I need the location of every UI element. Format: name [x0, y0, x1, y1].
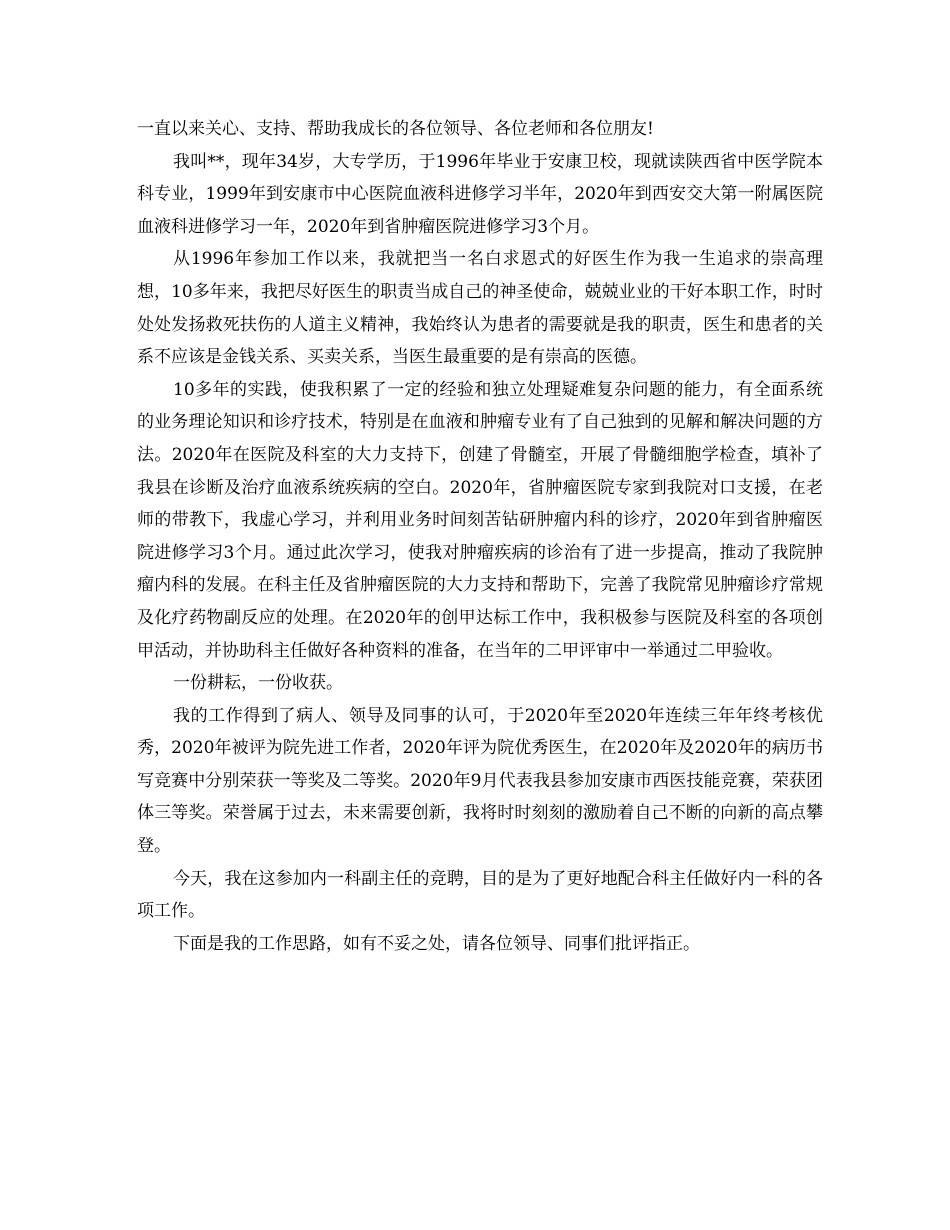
paragraph-closing: 下面是我的工作思路，如有不妥之处，请各位领导、同事们批评指正。: [173, 933, 700, 954]
paragraph-experience: 10多年的实践，使我积累了一定的经验和独立处理疑难复杂问题的能力，有全面系统的业务理论知识和诊疗技术，特别是在血液和肿瘤专业有了自己独到的见解和解决问题的方法。2020年在医院及科室的大力支持下，创建了骨髓室，开展了骨髓细胞学检查，填补了我县在诊断及治疗血液系统疾病的空白。2020年，省肿瘤医院专家到我院对口支援，在老师的带教下，我虚心学习，并利用业务时间刻苦钻研肿瘤内科的诊疗，2020年到省肿瘤医院进修学习3个月。通过此次学习，使我对肿瘤疾病的诊治有了进一步提高，推动了我院肿瘤内科的发展。在科主任及省肿瘤医院的大力支持和帮助下，完善了我院常见肿瘤诊疗常规及化疗药物副反应的处理。在2020年的创甲达标工作中，我积极参与医院及科室的各项创甲活动，并协助科主任做好各种资料的准备，在当年的二甲评审中一举通过二甲验收。: [137, 379, 823, 661]
paragraph-career-ideals: 从1996年参加工作以来，我就把当一名白求恩式的好医生作为我一生追求的崇高理想，10多年来，我把尽好医生的职责当成自己的神圣使命，兢兢业业的干好本职工作，时时处处发扬救死扶伤的人道主义精神，我始终认为患者的需要就是我的职责，医生和患者的关系不应该是金钱关系、买卖关系，当医生最重要的是有崇高的医德。: [137, 249, 823, 368]
document-body: [137, 113, 823, 960]
paragraph-introduction: 我叫**，现年34岁，大专学历，于1996年毕业于安康卫校，现就读陕西省中医学院本科专业，1999年到安康市中心医院血液科进修学习半年，2020年到西安交大第一附属医院血液科进修学习一年，2020年到省肿瘤医院进修学习3个月。: [137, 151, 823, 237]
paragraph-harvest: 一份耕耘，一份收获。: [173, 673, 343, 694]
paragraph-greeting: 一直以来关心、支持、帮助我成长的各位领导、各位老师和各位朋友!: [137, 119, 654, 139]
paragraph-purpose: 今天，我在这参加内一科副主任的竞聘，目的是为了更好地配合科主任做好内一科的各项工作。: [137, 868, 823, 922]
paragraph-achievements: 我的工作得到了病人、领导及同事的认可，于2020年至2020年连续三年年终考核优秀，2020年被评为院先进工作者，2020年评为院优秀医生，在2020年及2020年的病历书写竞赛中分别荣获一等奖及二等奖。2020年9月代表我县参加安康市西医技能竞赛，荣获团体三等奖。荣誉属于过去，未来需要创新，我将时时刻刻的激励着自己不断的向新的高点攀登。: [137, 705, 823, 857]
